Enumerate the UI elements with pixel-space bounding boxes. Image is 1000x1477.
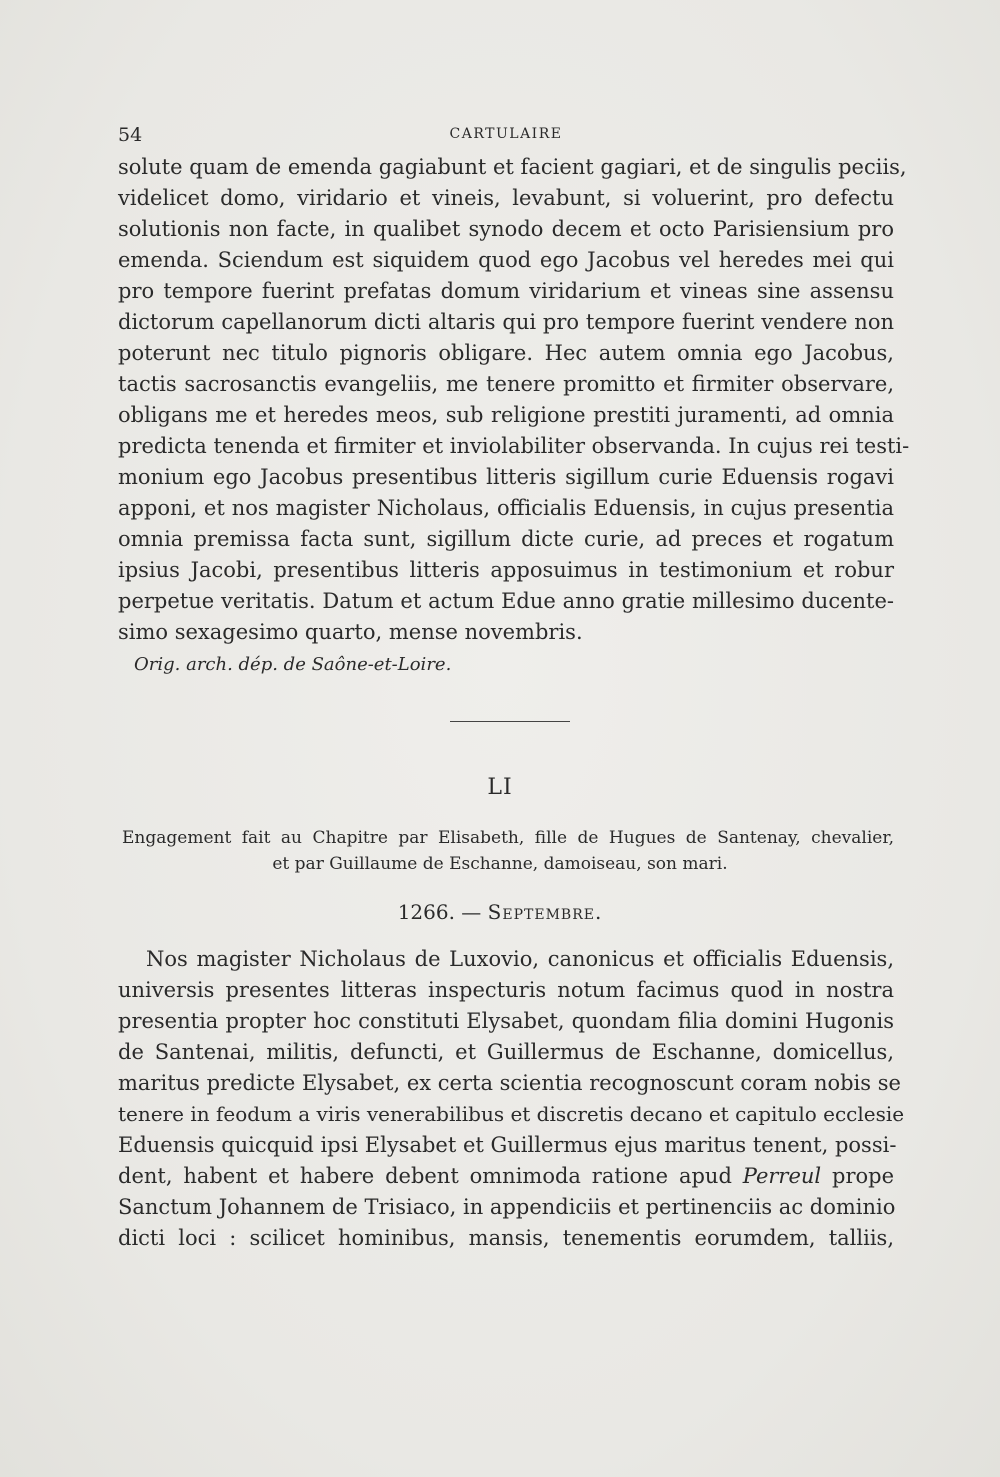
body-text: dent, habent et habere debent omnimoda ratione apud <box>118 1164 743 1188</box>
charter-number: LI <box>487 775 513 800</box>
body-line-first: Nos magister Nicholaus de Luxovio, canonicus et officialis Eduensis, <box>146 947 894 971</box>
charter-date-month: Septembre. <box>487 900 603 924</box>
body-line: omnia premissa facta sunt, sigillum dicte curie, ad preces et rogatum <box>118 527 894 551</box>
body-line: maritus predicte Elysabet, ex certa scientia recognoscunt coram nobis se <box>118 1071 901 1095</box>
body-line: ipsius Jacobi, presentibus litteris apposuimus in testimonium et robur <box>118 558 894 582</box>
body-line: dictorum capellanorum dicti altaris qui pro tempore fuerint vendere non <box>118 310 894 334</box>
body-line: de Santenai, militis, defuncti, et Guillermus de Eschanne, domicellus, <box>118 1040 894 1064</box>
body-line: pro tempore fuerint prefatas domum viridarium et vineas sine assensu <box>118 279 894 303</box>
body-line: tactis sacrosanctis evangeliis, me tenere promitto et firmiter observare, <box>118 372 894 396</box>
body-line <box>118 1161 894 1191</box>
body-line-last: simo sexagesimo quarto, mense novembris. <box>118 620 583 644</box>
body-line: monium ego Jacobus presentibus litteris sigillum curie Eduensis rogavi <box>118 465 894 489</box>
body-line: obligans me et heredes meos, sub religione prestiti juramenti, ad omnia <box>118 403 894 427</box>
running-title: CARTULAIRE <box>449 126 563 142</box>
body-text: prope <box>821 1164 894 1188</box>
body-line: apponi, et nos magister Nicholaus, officialis Eduensis, in cujus presentia <box>118 496 894 520</box>
body-line: emenda. Sciendum est siquidem quod ego Jacobus vel heredes mei qui <box>118 248 894 272</box>
body-line: universis presentes litteras inspecturis notum facimus quod in nostra <box>118 978 894 1002</box>
body-line: videlicet domo, viridario et vineis, levabunt, si voluerint, pro defectu <box>118 186 894 210</box>
section-divider <box>450 721 570 722</box>
page-number: 54 <box>118 124 143 146</box>
body-line: dicti loci : scilicet hominibus, mansis, tenementis eorumdem, talliis, <box>118 1226 894 1250</box>
place-name-italic: Perreul <box>742 1164 822 1188</box>
body-line: Eduensis quicquid ipsi Elysabet et Guillermus ejus maritus tenent, possi- <box>118 1133 897 1157</box>
body-line: Sanctum Johannem de Trisiaco, in appendiciis et pertinenciis ac dominio <box>118 1195 896 1219</box>
charter-date <box>0 900 1000 924</box>
charter-title-line: Engagement fait au Chapitre par Elisabeth, fille de Hugues de Santenay, chevalier, <box>122 828 894 848</box>
body-line: perpetue veritatis. Datum et actum Edue anno gratie millesimo ducente- <box>118 589 894 613</box>
charter-title-line: et par Guillaume de Eschanne, damoiseau, son mari. <box>272 854 728 874</box>
body-line: solutionis non facte, in qualibet synodo decem et octo Parisiensium pro <box>118 217 894 241</box>
body-line: tenere in feodum a viris venerabilibus et discretis decano et capitulo ecclesie <box>118 1102 905 1126</box>
page-header <box>118 120 894 150</box>
body-line: solute quam de emenda gagiabunt et facient gagiari, et de singulis peciis, <box>118 155 907 179</box>
source-note: Orig. arch. dép. de Saône-et-Loire. <box>134 654 452 675</box>
body-line: presentia propter hoc constituti Elysabet, quondam filia domini Hugonis <box>118 1009 894 1033</box>
body-line: poterunt nec titulo pignoris obligare. Hec autem omnia ego Jacobus, <box>118 341 894 365</box>
charter-date-year: 1266. — <box>397 900 482 924</box>
body-line: predicta tenenda et firmiter et inviolabiliter observanda. In cujus rei testi- <box>118 434 910 458</box>
